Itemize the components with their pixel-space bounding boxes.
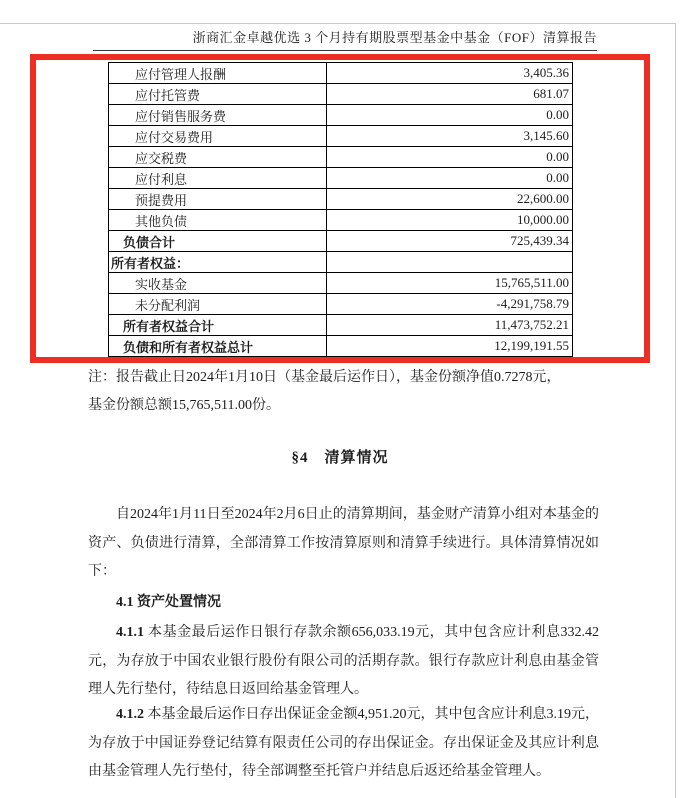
- row-label: 应付销售服务费: [109, 105, 327, 126]
- row-value: 3,405.36: [327, 63, 573, 84]
- paragraph-4-1-1: [88, 619, 599, 705]
- row-label: 应付托管费: [109, 84, 327, 105]
- row-value: -4,291,758.79: [327, 294, 573, 315]
- row-label: 实收基金: [109, 273, 327, 294]
- paragraph-4-1-2: [88, 701, 599, 787]
- page-top-divider: [0, 23, 676, 24]
- paragraph-4-1-2-number: 4.1.2: [116, 707, 144, 722]
- table-row: [109, 168, 573, 189]
- row-label: 应付交易费用: [109, 126, 327, 147]
- row-value: 0.00: [327, 147, 573, 168]
- table-row: [109, 63, 573, 84]
- row-label: 预提费用: [109, 189, 327, 210]
- row-value: 12,199,191.55: [327, 336, 573, 357]
- table-row: [109, 126, 573, 147]
- table-footnote: [88, 364, 600, 420]
- table-row: [109, 315, 573, 336]
- row-label: 所有者权益：: [109, 252, 327, 273]
- page-right-divider: [675, 23, 676, 798]
- row-label: 所有者权益合计: [109, 315, 327, 336]
- row-value: 11,473,752.21: [327, 315, 573, 336]
- table-row: [109, 210, 573, 231]
- liquidation-intro-paragraph: 自2024年1月11日至2024年2月6日止的清算期间，基金财产清算小组对本基金的资产、负债进行清算，全部清算工作按清算原则和清算手续进行。具体清算情况如下：: [88, 507, 599, 579]
- row-value: 15,765,511.00: [327, 273, 573, 294]
- row-label: 负债和所有者权益总计: [109, 336, 327, 357]
- row-value: 725,439.34: [327, 231, 573, 252]
- row-value: 3,145.60: [327, 126, 573, 147]
- row-value: 0.00: [327, 168, 573, 189]
- table-row: [109, 231, 573, 252]
- row-label: 应付管理人报酬: [109, 63, 327, 84]
- row-value: 22,600.00: [327, 189, 573, 210]
- paragraph-4-1-1-number: 4.1.1: [116, 625, 144, 640]
- footnote-line-2: 基金份额总额15,765,511.00份。: [88, 398, 280, 413]
- balance-sheet-table: [108, 62, 573, 357]
- table-row: [109, 294, 573, 315]
- paragraph-4-1-1-text: 本基金最后运作日银行存款余额656,033.19元，其中包含应计利息332.42元，为存放于中国农业银行股份有限公司的活期存款。银行存款应计利息由基金管理人先行垫付，待结息日返回给基金管理人。: [88, 625, 599, 697]
- row-label: 应交税费: [109, 147, 327, 168]
- row-value: 10,000.00: [327, 210, 573, 231]
- row-value: 0.00: [327, 105, 573, 126]
- row-value: 681.07: [327, 84, 573, 105]
- paragraph-4-1-2-text: 本基金最后运作日存出保证金金额4,951.20元，其中包含应计利息3.19元，为存放于中国证券登记结算有限责任公司的存出保证金。存出保证金及其应计利息由基金管理人先行垫付，待全部调整至托管户并结息后返还给基金管理人。: [88, 707, 599, 779]
- running-header-title: 浙商汇金卓越优选 3 个月持有期股票型基金中基金（FOF）清算报告: [93, 27, 597, 51]
- table-row: [109, 147, 573, 168]
- table-row: [109, 273, 573, 294]
- row-label: 未分配利润: [109, 294, 327, 315]
- row-label: 其他负债: [109, 210, 327, 231]
- table-row: [109, 252, 573, 273]
- table-row: [109, 84, 573, 105]
- table-row: [109, 189, 573, 210]
- row-value: [327, 252, 573, 273]
- footnote-line-1: 注：报告截止日2024年1月10日（基金最后运作日），基金份额净值0.7278元，: [88, 370, 561, 385]
- section-4-title: §4 清算情况: [291, 450, 389, 466]
- row-label: 负债合计: [109, 231, 327, 252]
- table-row: [109, 105, 573, 126]
- heading-4-1: 4.1 资产处置情况: [116, 595, 221, 610]
- row-label: 应付利息: [109, 168, 327, 189]
- table-row: [109, 336, 573, 357]
- balance-sheet-table-body: [109, 63, 573, 357]
